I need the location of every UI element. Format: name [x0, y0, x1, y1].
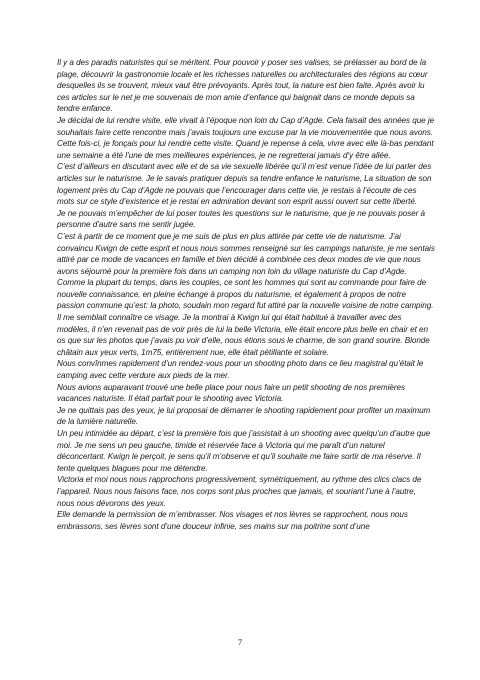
paragraph: Je ne quittais pas des yeux, je lui proposai de démarrer le shooting rapidement pour profiter un maximum de la lumière naturelle. — [57, 405, 431, 427]
page-number: 7 — [237, 637, 243, 647]
paragraph: Il y a des paradis naturistes qui se méritent. Pour pouvoir y poser ses valises, se prélasser au bord de la plage, découvrir la gastronomie locale et les richesses naturelles ou architecturales des régions au cœur desquelles ils se trouvent, mieux vaut être prévoyants. Après tout, la nature est bien faite. Après avoir lu ces articles sur le net je me souvenais de mon amie d’enfance qui baignait dans ce monde depuis sa tendre enfance. — [57, 58, 428, 114]
paragraph: Je décidai de lui rendre visite, elle vivait à l’époque non loin du Cap d’Agde. Cela faisait des années que je souhaitais faire cette rencontre mais j’avais toujours une excuse par la vie mouvementée que nous avons. Cette fois-ci, je fonçais pour lui rendre cette visite. Quand je repense à cela, vivre avec elle là-bas pendant une semaine a été l’une de mes meilleures expériences, je ne regretterai jamais d’y être allée. — [57, 115, 435, 160]
paragraph: Comme la plupart du temps, dans les couples, ce sont les hommes qui sont au commande pour faire de nouvelle connaissance, en pleine échange à propos du naturisme, et également à propos de notre passion commune qu’est: la photo, soudain mon regard fut attiré par la nouvelle voisine de notre camping. Il me semblait connaître ce visage. Je la montrai à Kwign lui qui était habitué à travailler avec des modèles, il n’en revenait pas de voir près de lui la belle Victoria, elle était encore plus belle en chair et en os que sur les photos que j’avais pu voir d’elle, nous étions sous le charme, de son grand sourire. Blonde châtain aux yeux verts, 1m75, entièrement nue, elle était pétillante et solaire. — [57, 278, 434, 357]
paragraph: Victoria et moi nous nous rapprochons progressivement, symétriquement, au rythme des clics clacs de l’appareil. Nous nous faisons face, nos corps sont plus proches que jamais, et souriant l’une à l’autre, nous nous dévorons des yeux. — [57, 475, 422, 508]
paragraph: Je ne pouvais m’empêcher de lui poser toutes les questions sur le naturisme, que je ne pouvais poser à personne d’autre sans me sentir jugée. — [57, 208, 425, 230]
paragraph: Elle demande la permission de m’embrasser. Nos visages et nos lèvres se rapprochent, nous nous embrassons, ses lèvres sont d’une douceur infinie, ses mains sur ma poitrine sont d’une — [57, 510, 408, 531]
paragraph: C’est d’ailleurs en discutant avec elle et de sa vie sexuelle libérée qu’il m’est venue l’idée de lui parler des articles sur le naturisme. Je le savais pratiquer depuis sa tendre enfance le naturisme, La situation de son logement près du Cap d’Agde ne pouvais que l’encourager dans cette vie, je restais à l’écoute de ces mots sur ce style d’existence et je restai en admiration devant son esprit aussi ouvert sur cette liberté. — [57, 162, 432, 207]
paragraph: Nous convînmes rapidement d’un rendez-vous pour un shooting photo dans ce lieu magistral qu’était le camping avec cette verdure aux pieds de la mer. — [57, 359, 424, 381]
body-text — [57, 57, 435, 532]
paragraph: Un peu intimidée au départ, c’est la première fois que j’assistait à un shooting avec quelqu’un d’autre que moi. Je me sens un peu gauche, timide et réservée face à Victoria qui me paraît d’un naturel déconcertant. Kwign le perçoit, je sens qu’il m’observe et qu’il souhaite me faire sortir de ma réserve. Il tente quelques blagues pour me détendre. — [57, 429, 431, 473]
paragraph: Nous avions auparavant trouvé une belle place pour nous faire un petit shooting de nos premières vacances naturiste. Il était parfait pour le shooting avec Victoria. — [57, 382, 405, 404]
paragraph: C’est à partir de ce moment que je me suis de plus en plus attirée par cette vie de naturisme. J’ai convaincu Kwign de cette esprit et nous nous sommes renseigné sur les campings naturiste, je me sentais attiré par ce mode de vacances en famille et bien décidé à combinée ces deux modes de vie que nous avons séjourné pour la première fois dans un camping non loin du village naturiste du Cap d’Agde. — [57, 231, 435, 276]
